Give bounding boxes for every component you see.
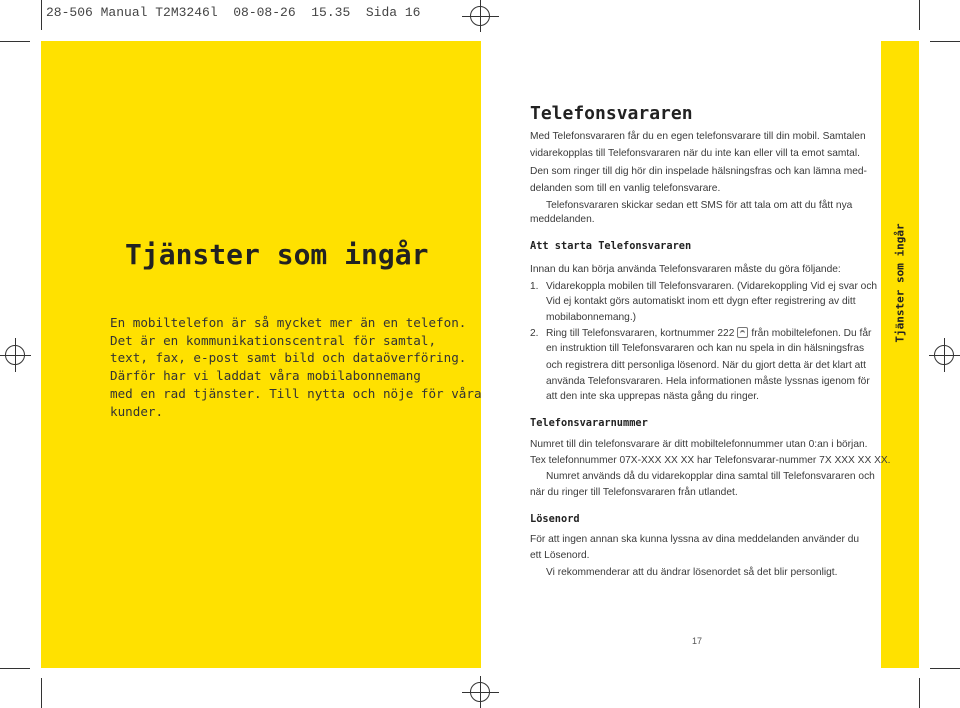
- page-number: 17: [692, 636, 703, 646]
- intro-text: [110, 314, 482, 420]
- paragraph-line: Numret används då du vidarekopplar dina samtal till Telefonsvararen och: [546, 471, 875, 482]
- subheading-att-starta: Att starta Telefonsvararen: [530, 240, 692, 252]
- paragraph-line: ett Lösenord.: [530, 550, 590, 561]
- subheading-telefonsvararnummer: Telefonsvararnummer: [530, 417, 648, 429]
- side-tab-strip: [881, 41, 919, 668]
- intro-line: En mobiltelefon är så mycket mer än en telefon.: [110, 315, 467, 330]
- intro-line: text, fax, e-post samt bild och dataöverföring.: [110, 350, 467, 366]
- list-item-line: använda Telefonsvararen. Hela informationen måste lyssnas igenom för: [546, 376, 870, 387]
- list-item-line: och registrera ditt personliga lösenord. När du gjort detta är det klart att: [546, 360, 866, 371]
- paragraph-line: meddelanden.: [530, 214, 595, 225]
- paragraph-line: Tex telefonnummer 07X-XXX XX XX har Telefonsvarar-nummer 7X XXX XX XX.: [530, 455, 891, 466]
- subheading-losenord: Lösenord: [530, 513, 580, 525]
- paragraph-line: Innan du kan börja använda Telefonsvararen måste du göra följande:: [530, 264, 841, 275]
- list-item-line: en instruktion till Telefonsvararen och kan nu spela in din hälsningsfras: [546, 343, 865, 354]
- page-title: Telefonsvararen: [530, 103, 693, 124]
- list-item-line: mobilabonnemang.): [546, 312, 637, 323]
- list-item-line: att den inte ska upprepas nästa gång du ringer.: [546, 391, 759, 402]
- list-item-line: [546, 326, 871, 341]
- list-number: 2.: [530, 328, 539, 339]
- list-item-text: från mobiltelefonen. Du får: [751, 328, 872, 339]
- paragraph-line: Numret till din telefonsvarare är ditt mobiltelefonnummer utan 0:an i början.: [530, 439, 868, 450]
- paragraph-line: Vi rekommenderar att du ändrar lösenordet så det blir personligt.: [546, 567, 838, 578]
- paragraph-line: För att ingen annan ska kunna lyssna av dina meddelanden använder du: [530, 534, 860, 545]
- list-item-line: Vid ej kontakt görs automatiskt inom ett dygn efter registrering av ditt: [546, 296, 856, 307]
- paragraph-line: vidarekopplas till Telefonsvararen när du inte kan eller vill ta emot samtal.: [530, 148, 860, 159]
- list-item-line: Vidarekoppla mobilen till Telefonsvararen. (Vidarekoppling Vid ej svar och: [546, 281, 878, 292]
- paragraph-line: Telefonsvararen skickar sedan ett SMS för att tala om att du fått nya: [546, 200, 853, 211]
- phone-call-icon: [737, 327, 748, 338]
- print-slug: 28-506 Manual T2M3246l 08-08-26 15.35 Sida 16: [46, 5, 421, 20]
- intro-line: Därför har vi laddat våra mobilabonnemang: [110, 368, 421, 384]
- paragraph-line: delanden som till en vanlig telefonsvarare.: [530, 183, 721, 194]
- paragraph-line: Med Telefonsvararen får du en egen telefonsvarare till din mobil. Samtalen: [530, 131, 866, 142]
- side-tab-text: Tjänster som ingår: [893, 223, 907, 343]
- list-item-text: Ring till Telefonsvararen, kortnummer 222: [546, 328, 735, 339]
- paragraph-line: Den som ringer till dig hör din inspelade hälsningsfras och kan lämna med-: [530, 166, 867, 177]
- side-tab-label: [888, 223, 912, 343]
- intro-line: Det är en kommunikationscentral för samtal,: [110, 332, 437, 348]
- section-title: Tjänster som ingår: [125, 238, 429, 271]
- intro-line: kunder.: [110, 403, 164, 419]
- paragraph-line: när du ringer till Telefonsvararen från utlandet.: [530, 487, 738, 498]
- intro-line: med en rad tjänster. Till nytta och nöje för våra: [110, 385, 482, 401]
- list-number: 1.: [530, 281, 539, 292]
